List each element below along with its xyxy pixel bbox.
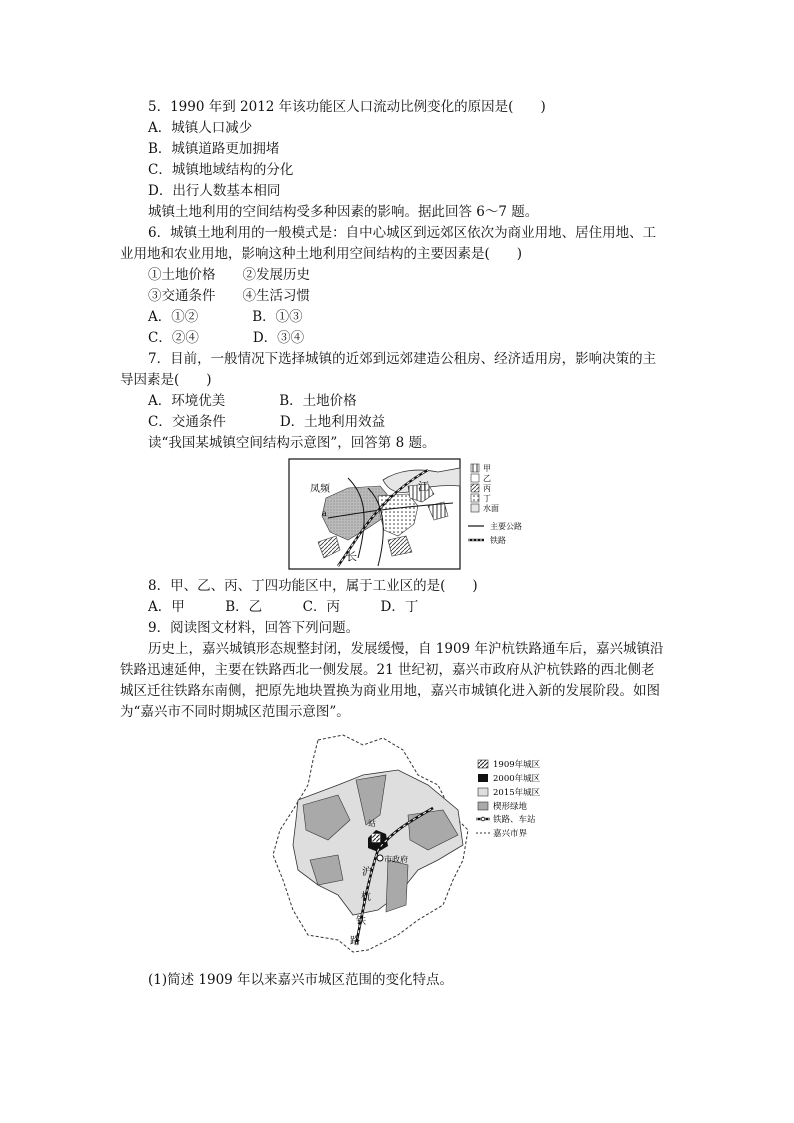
map2-label-station: 站: [368, 819, 376, 828]
town-structure-map: [288, 458, 538, 570]
q6-options-cd: C．②④ D．③④: [148, 330, 305, 346]
q5-option-c: C．城镇地域结构的分化: [148, 162, 294, 178]
legend2-boundary: 嘉兴市界: [493, 829, 528, 839]
q7-options-ab: A．环境优美 B．土地价格: [148, 393, 357, 409]
q5-stem: 5．1990 年到 2012 年该功能区人口流动比例变化的原因是( ): [148, 99, 546, 115]
map1-label-chang: 长: [346, 550, 357, 563]
legend2-1909: 1909年城区: [493, 760, 541, 770]
q7-options-cd: C．交通条件 D．土地利用效益: [148, 414, 386, 430]
map2-label-lu: 路: [350, 936, 360, 947]
legend1-bing: 丙: [483, 484, 491, 493]
q9-sub1: (1)简述 1909 年以来嘉兴市城区范围的变化特点。: [148, 972, 454, 988]
legend1-water: 水面: [483, 504, 499, 513]
q5-option-b: B．城镇道路更加拥堵: [148, 141, 280, 157]
map1-label-fengshan: 凤频: [310, 484, 330, 495]
map1-label-a: a: [322, 509, 327, 518]
jiaxing-map-svg: [268, 730, 558, 955]
legend1-jia: 甲: [483, 464, 491, 473]
q9-stem: 9．阅读图文材料，回答下列问题。: [148, 620, 360, 636]
map2-label-gov: 市政府: [384, 855, 408, 864]
q9-material-1: 历史上，嘉兴城镇形态规整封闭，发展缓慢，自 1909 年沪杭铁路通车后，嘉兴城镇沿: [148, 641, 664, 657]
legend2-green: 楔形绿地: [493, 802, 528, 812]
q6-items-1: ①土地价格 ②发展历史: [148, 267, 310, 283]
map2-label-hang: 杭: [361, 892, 371, 903]
q8-stem: 8．甲、乙、丙、丁四功能区中，属于工业区的是( ): [148, 578, 478, 594]
town-structure-svg: [288, 458, 538, 570]
map2-label-hu: 沪: [362, 867, 372, 878]
intro-6-7: 城镇土地利用的空间结构受多种因素的影响。据此回答 6～7 题。: [148, 204, 539, 220]
q6-stem-2: 业用地和农业用地，影响这种土地利用空间结构的主要因素是( ): [120, 246, 523, 262]
q6-items-2: ③交通条件 ④生活习惯: [148, 288, 310, 304]
q5-option-a: A．城镇人口减少: [148, 120, 253, 136]
map1-label-jiang: 江: [418, 480, 429, 493]
q8-options: A．甲 B．乙 C．丙 D．丁: [148, 599, 419, 615]
jiaxing-city-map: [268, 730, 558, 955]
legend2-2000: 2000年城区: [493, 774, 541, 784]
q7-stem-2: 导因素是( ): [120, 372, 212, 388]
intro-8: 读“我国某城镇空间结构示意图”，回答第 8 题。: [148, 435, 436, 451]
legend1-rail: 铁路: [490, 536, 506, 545]
legend1-yi: 乙: [483, 474, 491, 483]
q7-stem-1: 7．目前，一般情况下选择城镇的近郊到远郊建造公租房、经济适用房，影响决策的主: [148, 351, 657, 367]
q9-material-3: 城区迁往铁路东南侧，把原先地块置换为商业用地，嘉兴市城镇化进入新的发展阶段。如图: [120, 683, 660, 699]
legend1-road: 主要公路: [490, 522, 522, 531]
legend2-2015: 2015年城区: [493, 788, 541, 798]
q9-material-2: 铁路迅速延伸，主要在铁路西北一侧发展。21 世纪初，嘉兴市政府从沪杭铁路的西北侧老: [120, 662, 655, 678]
q6-stem-1: 6．城镇土地利用的一般模式是：自中心城区到远郊区依次为商业用地、居住用地、工: [148, 225, 657, 241]
q6-options-ab: A．①② B．①③: [148, 309, 303, 325]
q9-material-4: 为“嘉兴市不同时期城区范围示意图”。: [120, 704, 350, 720]
legend1-ding: 丁: [483, 494, 491, 503]
q5-option-d: D．出行人数基本相同: [148, 183, 281, 199]
map2-label-tie: 铁: [356, 916, 366, 927]
legend2-rail: 铁路、车站: [493, 815, 536, 825]
